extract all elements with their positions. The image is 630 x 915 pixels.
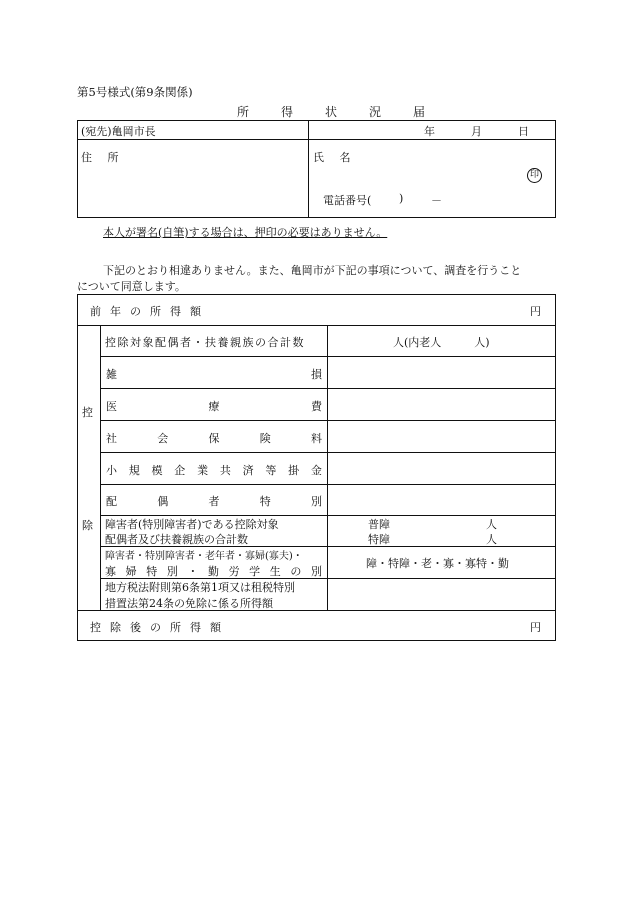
prev-income-label: 前年の所得額 <box>90 305 210 318</box>
deduction-group-label-top: 控 <box>82 406 93 419</box>
name-label: 氏 名 <box>313 151 357 164</box>
small-business-label: 小 規 模 企 業 共 済 等 掛 金 <box>106 464 322 477</box>
date-month-label: 月 <box>471 125 482 138</box>
date-day-label: 日 <box>518 125 529 138</box>
disabled-count-label-2: 配偶者及び扶養親族の合計数 <box>105 533 248 546</box>
deduction-group-label-bottom: 除 <box>82 519 93 532</box>
disability-type-value: 障・特障・老・寡・寡特・勤 <box>366 557 509 570</box>
signature-note: 本人が署名(自筆)する場合は、押印の必要はありません。 <box>103 226 388 239</box>
insurance-label: 社 会 保 険 料 <box>106 432 322 445</box>
dependents-label: 控除対象配偶者・扶養親族の合計数 <box>105 336 305 349</box>
prev-income-yen: 円 <box>530 305 541 318</box>
phone-paren-close: ) <box>399 192 404 205</box>
disabled-normal-label: 普障 <box>368 518 390 531</box>
form-number: 第5号様式(第9条関係) <box>77 85 193 99</box>
medical-label: 医 療 費 <box>106 400 322 413</box>
phone-label: 電話番号( <box>323 194 372 207</box>
phone-dash: － <box>431 194 442 207</box>
dependents-value: 人(内老人 人) <box>393 336 490 349</box>
casualty-label: 雑 損 <box>106 368 322 381</box>
disabled-special-label: 特障 <box>368 533 390 546</box>
tax-exempt-label-1: 地方税法附則第6条第1項又は租税特別 <box>105 581 295 594</box>
disabled-count-label-1: 障害者(特別障害者)である控除対象 <box>105 518 279 531</box>
addressee: (宛先)亀岡市長 <box>81 125 156 138</box>
form-title: 所得状況届 <box>237 105 458 119</box>
seal-mark: 印 <box>527 168 542 183</box>
disability-type-label-1: 障害者・特別障害者・老年者・寡婦(寡夫)・ <box>105 551 303 562</box>
after-income-label: 控除後の所得額 <box>90 621 230 634</box>
consent-line-1: 下記のとおり相違ありません。また、亀岡市が下記の事項について、調査を行うこと <box>103 264 522 277</box>
after-income-yen: 円 <box>530 621 541 634</box>
date-year-label: 年 <box>424 125 435 138</box>
spouse-special-label: 配 偶 者 特 別 <box>106 495 322 508</box>
address-label: 住 所 <box>81 151 125 164</box>
disabled-special-unit: 人 <box>486 533 497 546</box>
disabled-normal-unit: 人 <box>486 518 497 531</box>
consent-line-2: について同意します。 <box>77 280 186 293</box>
disability-type-label-2: 寡 婦 特 別 ・ 勤 労 学 生 の 別 <box>105 565 322 578</box>
tax-exempt-label-2: 措置法第24条の免除に係る所得額 <box>105 597 273 610</box>
